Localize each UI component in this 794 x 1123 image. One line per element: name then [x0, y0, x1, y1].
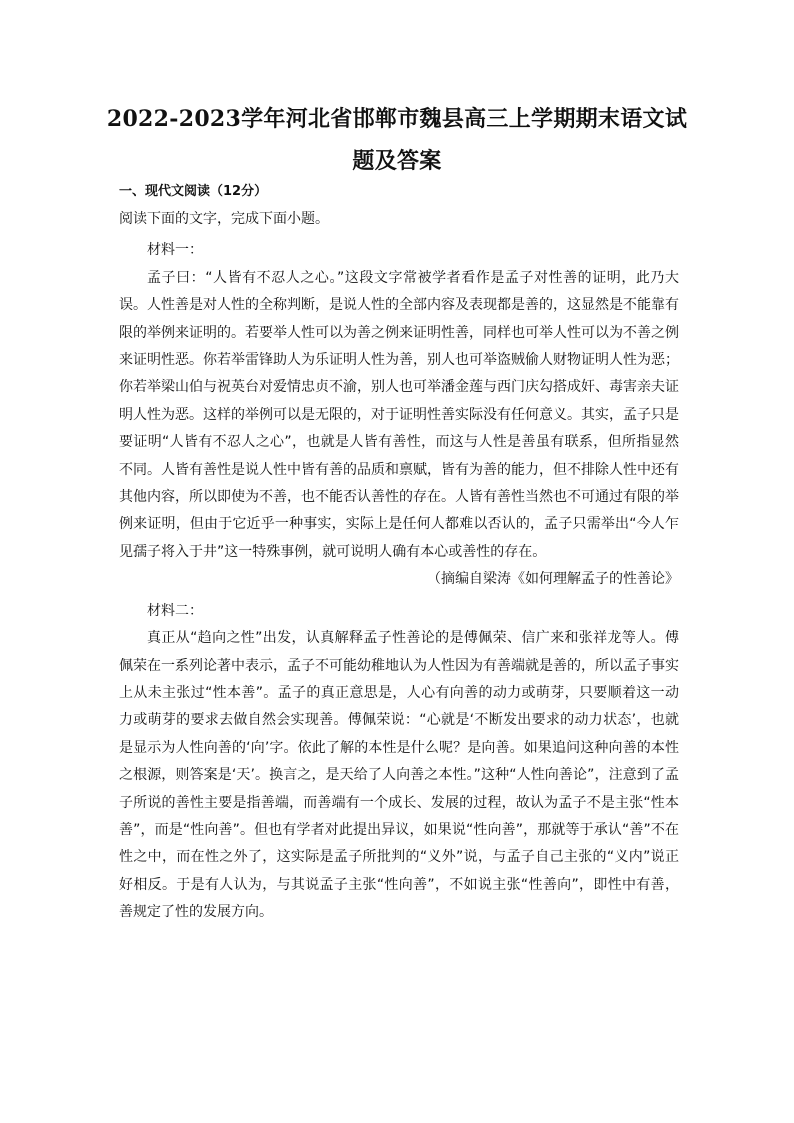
section-heading: 一、现代文阅读（12分） — [119, 184, 268, 199]
material-two-paragraph: 真正从“趋向之性”出发，认真解释孟子性善论的是傅佩荣、信广来和张祥龙等人。傅佩荣在一系列论著中表示，孟子不可能幼稚地认为人性因为有善端就是善的，所以孟子事实上从未主张过“性本善”。孟子的真正意思是，人心有向善的动力或萌芽，只要顺着这一动力或萌芽的要求去做自然会实现善。傅佩荣说：“心就是‘不断发出要求的动力状态’，也就是显示为人性向善的‘向’字。依此了解的本性是什么呢？是向善。如果追问这种向善的本性之根源，则答案是‘天’。换言之，是天给了人向善之本性。”这种“人性向善论”，注意到了孟子所说的善性主要是指善端，而善端有一个成长、发展的过程，故认为孟子不是主张“性本善”，而是“性向善”。但也有学者对此提出异议，如果说“性向善”，那就等于承认“善”不在性之中，而在性之外了，这实际是孟子所批判的“义外”说，与孟子自己主张的“义内”说正好相反。于是有人认为，与其说孟子主张“性向善”，不如说主张“性善向”，即性中有善，善规定了性的发展方向。 — [119, 630, 679, 921]
document-title: 2022-2023学年河北省邯郸市魏县高三上学期期末语文试题及答案 — [106, 106, 688, 174]
material-two-label: 材料二： — [147, 602, 203, 619]
material-one-paragraph: 孟子曰：“人皆有不忍人之心。”这段文字常被学者看作是孟子对性善的证明，此乃大误。人性善是对人性的全称判断，是说人性的全部内容及表现都是善的，这显然是不能靠有限的举例来证明的。若要举人性可以为善之例来证明性善，同样也可举人性可以为不善之例来证明性恶。你若举雷锋助人为乐证明人性为善，别人也可举盗贼偷人财物证明人性为恶；你若举梁山伯与祝英台对爱情忠贞不渝，别人也可举潘金莲与西门庆勾搭成奸、毒害亲夫证明人性为恶。这样的举例可以是无限的，对于证明性善实际没有任何意义。其实，孟子只是要证明“人皆有不忍人之心”，也就是人皆有善性，而这与人性是善虽有联系，但所指显然不同。人皆有善性是说人性中皆有善的品质和禀赋，皆有为善的能力，但不排除人性中还有其他内容，所以即使为不善，也不能否认善性的存在。人皆有善性当然也不可通过有限的举例来证明，但由于它近乎一种事实，实际上是任何人都难以否认的，孟子只需举出“今人乍见孺子将入于井”这一特殊事例，就可说明人确有本心或善性的存在。 — [119, 269, 679, 560]
reading-instruction: 阅读下面的文字，完成下面小题。 — [119, 211, 329, 227]
material-one-label: 材料一： — [147, 242, 203, 259]
material-one-source: （摘编自梁涛《如何理解孟子的性善论》 — [427, 571, 679, 588]
document-body — [119, 182, 679, 927]
